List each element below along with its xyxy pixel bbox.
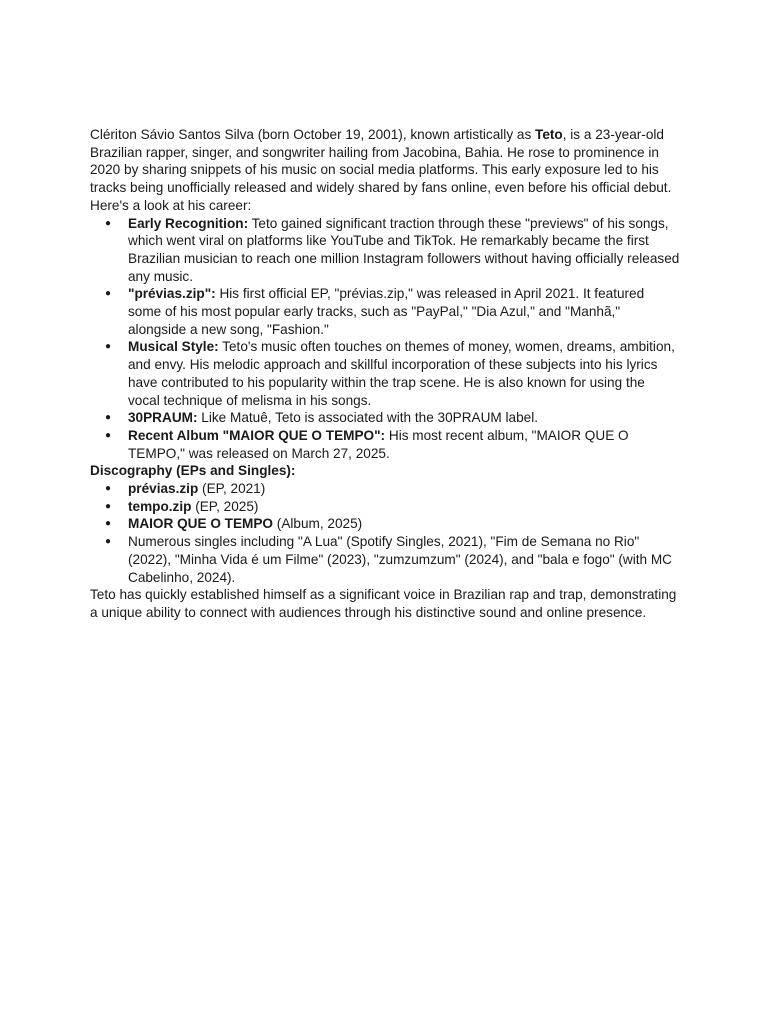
list-item-text: Like Matuê, Teto is associated with the 30PRAUM label. — [197, 410, 539, 426]
list-item-label: Early Recognition: — [128, 215, 249, 231]
discography-list — [90, 480, 680, 586]
discography-heading: Discography (EPs and Singles): — [90, 463, 296, 479]
list-item — [90, 409, 680, 427]
list-item — [90, 215, 680, 286]
list-item — [90, 285, 680, 338]
document-body — [90, 126, 680, 622]
artist-name: Teto — [535, 127, 563, 142]
list-item-label: Recent Album "MAIOR QUE O TEMPO": — [128, 427, 386, 443]
list-item-text: Teto's music often touches on themes of money, women, dreams, ambition, and envy. His melodic approach and skillful incorporation of these subjects into his lyrics have contributed to his popularity within the trap scene. He is also known for using the vocal technique of melisma in his songs. — [128, 339, 675, 408]
list-item-text: Numerous singles including "A Lua" (Spotify Singles, 2021), "Fim de Semana no Rio" (2022), "Minha Vida é um Filme" (2023), "zumzumzum" (2024), and "bala e fogo" (with MC Cabelinho, 2024). — [128, 534, 672, 585]
list-item — [90, 480, 680, 498]
list-item-label: 30PRAUM: — [128, 410, 198, 426]
list-item-text: Teto gained significant traction through these "previews" of his songs, which went viral on platforms like YouTube and TikTok. He remarkably became the first Brazilian musician to reach one million Instagram followers without having officially released any music. — [128, 215, 680, 284]
list-item-text: (EP, 2025) — [191, 498, 259, 514]
list-item — [90, 533, 680, 586]
list-item — [90, 338, 680, 409]
list-item-text: His most recent album, "MAIOR QUE O TEMPO," was released on March 27, 2025. — [128, 427, 629, 461]
closing-paragraph: Teto has quickly established himself as a significant voice in Brazilian rap and trap, demonstrating a unique ability to connect with audiences through his distinctive sound and online presence. — [90, 587, 677, 620]
list-item-text: His first official EP, "prévias.zip," was released in April 2021. It featured some of his most popular early tracks, such as "PayPal," "Dia Azul," and "Manhã," alongside a new song, "Fashion." — [128, 286, 645, 337]
intro-paragraph — [90, 126, 680, 197]
career-heading: Here's a look at his career: — [90, 197, 252, 213]
list-item-label: Musical Style: — [128, 339, 219, 355]
career-list — [90, 215, 680, 463]
list-item — [90, 515, 680, 533]
list-item-text: (EP, 2021) — [198, 481, 266, 497]
intro-text-start: Clériton Sávio Santos Silva (born October 19, 2001), known artistically as — [90, 127, 536, 142]
intro-text-end: , is a 23-year-old Brazilian rapper, singer, and songwriter hailing from Jacobina, Bahia. He rose to prominence in 2020 by sharing snippets of his music on social media platforms. This early exposure led to his tracks being unofficially released and widely shared by fans online, even before his official debut. — [90, 127, 672, 196]
list-item — [90, 498, 680, 516]
list-item-label: MAIOR QUE O TEMPO — [128, 516, 274, 532]
list-item-label: prévias.zip — [128, 481, 199, 497]
list-item-text: (Album, 2025) — [273, 516, 363, 532]
list-item-label: tempo.zip — [128, 498, 192, 514]
list-item-label: "prévias.zip": — [128, 286, 216, 302]
list-item — [90, 427, 680, 462]
